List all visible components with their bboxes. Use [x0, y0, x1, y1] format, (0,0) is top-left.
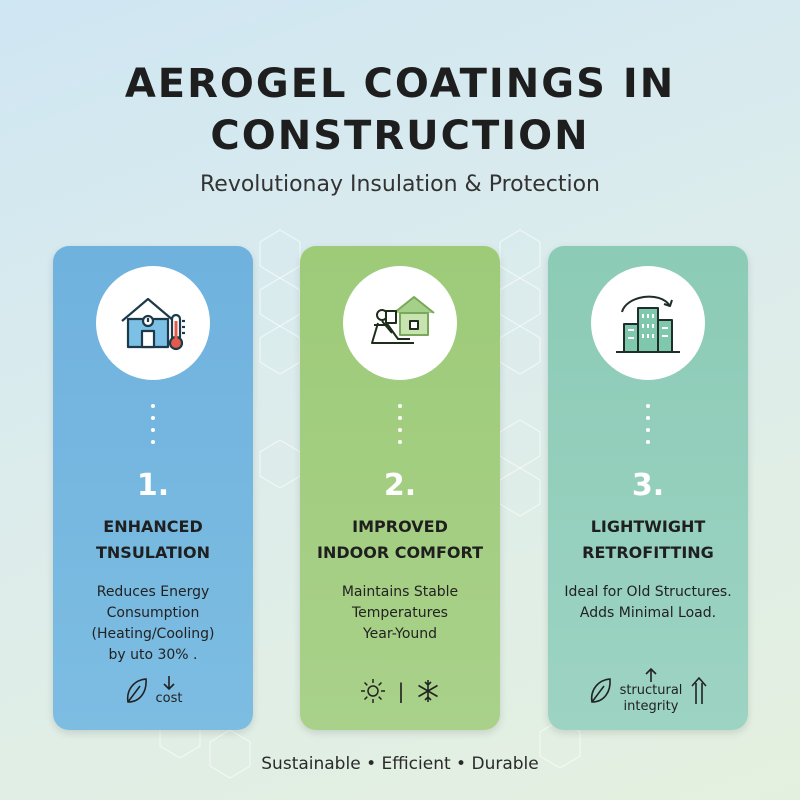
footer-tagline: Sustainable • Efficient • Durable — [261, 754, 539, 774]
card-3-desc-line-2: Adds Minimal Load. — [579, 605, 717, 621]
card-2-footer — [300, 666, 500, 716]
card-1-desc-line-4: by uto 30% . — [108, 647, 198, 663]
card-1-title — [53, 514, 253, 566]
card-1-footer — [53, 666, 253, 716]
arrow-up-icon — [644, 667, 658, 683]
card-1-dotted-connector — [150, 404, 156, 452]
card-2-footer-separator: | — [397, 679, 405, 703]
card-3-icon-circle — [591, 266, 705, 380]
arrow-down-icon — [162, 675, 176, 691]
leaf-icon — [124, 676, 150, 706]
card-1-icon-circle — [96, 266, 210, 380]
house-thermometer-icon — [118, 293, 188, 353]
card-improved-indoor-comfort — [300, 246, 500, 730]
card-2-desc-line-2: Temperatures — [352, 605, 448, 621]
card-lightweight-retrofitting — [548, 246, 748, 730]
card-1-desc-line-3: (Heating/Cooling) — [91, 626, 215, 642]
title-line-2: CONSTRUCTION — [210, 113, 590, 159]
card-2-title-line-1: IMPROVED — [352, 517, 448, 536]
building-refresh-icon — [612, 290, 684, 356]
card-3-footer-text-line-1: structural — [619, 683, 683, 698]
card-3-footer-text-line-2: integrity — [623, 699, 679, 714]
card-3-title-line-2: RETROFITTING — [582, 543, 714, 562]
double-arrow-up-icon — [690, 677, 708, 705]
card-1-description — [63, 582, 243, 666]
card-1-desc-line-2: Consumption — [106, 605, 200, 621]
title-line-1: AEROGEL COATINGS IN — [124, 61, 676, 107]
card-1-desc-line-1: Reduces Energy — [96, 584, 210, 600]
card-2-desc-line-1: Maintains Stable — [341, 584, 459, 600]
card-3-footer — [548, 666, 748, 716]
page-title — [0, 58, 800, 162]
snowflake-icon — [416, 679, 440, 703]
card-2-icon-circle — [343, 266, 457, 380]
card-2-dotted-connector — [397, 404, 403, 452]
card-1-number: 1. — [136, 468, 170, 503]
sun-icon — [360, 678, 386, 704]
card-3-description — [558, 582, 738, 624]
card-2-title-line-2: INDOOR COMFORT — [316, 543, 484, 562]
card-enhanced-insulation — [53, 246, 253, 730]
page-subtitle: Revolutionay Insulation & Protection — [199, 172, 601, 197]
card-2-title — [300, 514, 500, 566]
card-3-number: 3. — [631, 468, 665, 503]
card-2-desc-line-3: Year-Yound — [362, 626, 438, 642]
card-1-title-line-2: TNSULATION — [95, 543, 210, 562]
card-3-title-line-1: LIGHTWIGHT — [590, 517, 706, 536]
card-3-dotted-connector — [645, 404, 651, 452]
card-3-desc-line-1: Ideal for Old Structures. — [564, 584, 732, 600]
card-1-title-line-1: ENHANCED — [103, 517, 203, 536]
card-3-title — [548, 514, 748, 566]
leaf-icon — [588, 676, 614, 706]
card-2-description — [310, 582, 490, 645]
person-reclining-house-icon — [364, 293, 436, 353]
card-1-footer-text: cost — [155, 691, 183, 706]
card-2-number: 2. — [383, 468, 417, 503]
